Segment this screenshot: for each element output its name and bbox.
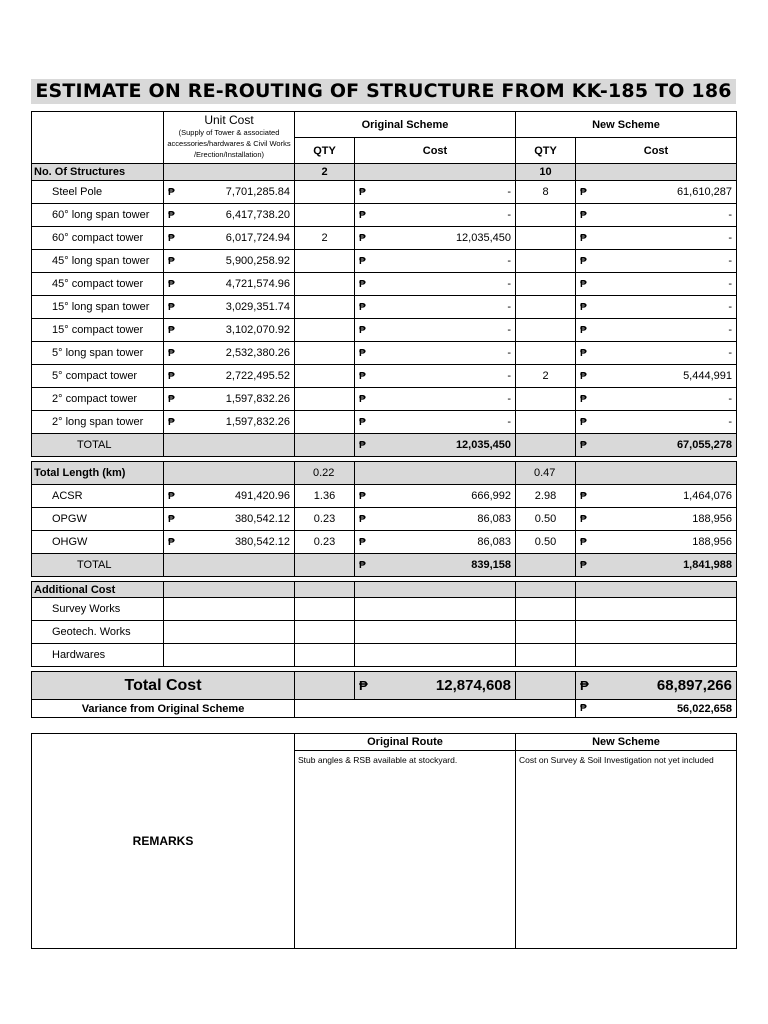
orig-qty-cell [295,319,355,342]
row-name: 60° long span tower [32,204,164,227]
empty-cell [516,598,576,621]
orig-qty-cell [295,250,355,273]
row-name: 45° long span tower [32,250,164,273]
orig-cost-cell: ₱ 86,083 [355,508,516,531]
empty-cell [164,598,295,621]
empty-cell [516,644,576,667]
unit-cost-cell: ₱ 2,532,380.26 [164,342,295,365]
new-cost-header: Cost [576,138,737,164]
row-name: Steel Pole [32,181,164,204]
structures-total-orig: ₱ 12,035,450 [355,434,516,457]
new-cost-cell: ₱ 188,956 [576,508,737,531]
empty-cell [164,644,295,667]
structures-row [32,411,737,434]
structures-row [32,365,737,388]
new-cost-cell: ₱ 5,444,991 [576,365,737,388]
unit-cost-cell: ₱ 380,542.12 [164,508,295,531]
structures-row [32,250,737,273]
unit-cost-cell: ₱ 380,542.12 [164,531,295,554]
new-cost-cell: ₱ - [576,411,737,434]
structures-total-new: ₱ 67,055,278 [576,434,737,457]
orig-cost-cell: ₱ 666,992 [355,485,516,508]
orig-qty-cell: 0.23 [295,531,355,554]
empty-cell [355,621,516,644]
row-name: 5° long span tower [32,342,164,365]
new-cost-cell: ₱ - [576,273,737,296]
new-cost-cell: ₱ 1,464,076 [576,485,737,508]
structures-row [32,204,737,227]
orig-qty-cell: 2 [295,227,355,250]
structures-orig-qty: 2 [295,164,355,181]
unit-cost-label: Unit Cost [204,113,254,127]
additional-item-name: Geotech. Works [32,621,164,644]
unit-cost-cell: ₱ 4,721,574.96 [164,273,295,296]
additional-item-name: Survey Works [32,598,164,621]
item-header-cell [32,112,164,164]
remarks-table [31,733,737,949]
row-name: 2° compact tower [32,388,164,411]
structures-label: No. Of Structures [32,164,164,181]
orig-cost-cell: ₱ - [355,250,516,273]
total-cost-new: ₱ 68,897,266 [576,672,737,700]
additional-row [32,644,737,667]
original-route-header: Original Route [295,734,516,751]
new-qty-cell [516,411,576,434]
new-qty-cell [516,250,576,273]
row-name: 15° long span tower [32,296,164,319]
structures-total-label: TOTAL [32,434,164,457]
unit-cost-header [164,112,295,164]
estimate-table [31,111,737,718]
orig-cost-cell: ₱ - [355,319,516,342]
new-qty-header: QTY [516,138,576,164]
orig-qty-cell [295,411,355,434]
row-name: 5° compact tower [32,365,164,388]
additional-label: Additional Cost [32,582,164,598]
orig-qty-cell [295,342,355,365]
orig-cost-cell: ₱ - [355,388,516,411]
original-route-remark: Stub angles & RSB available at stockyard. [295,751,516,949]
orig-cost-header: Cost [355,138,516,164]
new-qty-cell: 2 [516,365,576,388]
structures-row [32,296,737,319]
empty-cell [516,621,576,644]
unit-cost-cell: ₱ 1,597,832.26 [164,388,295,411]
unit-cost-cell: ₱ 6,417,738.20 [164,204,295,227]
orig-cost-cell: ₱ - [355,365,516,388]
row-name: OPGW [32,508,164,531]
empty-cell [295,644,355,667]
unit-cost-cell: ₱ 2,722,495.52 [164,365,295,388]
empty-cell [355,644,516,667]
new-qty-cell [516,204,576,227]
unit-cost-cell: ₱ 7,701,285.84 [164,181,295,204]
new-qty-cell [516,319,576,342]
structures-new-qty: 10 [516,164,576,181]
length-row [32,508,737,531]
new-cost-cell: ₱ - [576,319,737,342]
additional-item-name: Hardwares [32,644,164,667]
length-total-orig: ₱ 839,158 [355,554,516,577]
new-scheme-header: New Scheme [516,112,737,138]
original-scheme-header: Original Scheme [295,112,516,138]
additional-row [32,598,737,621]
row-name: 15° compact tower [32,319,164,342]
length-row [32,531,737,554]
row-name: 2° long span tower [32,411,164,434]
new-qty-cell [516,273,576,296]
orig-qty-cell [295,181,355,204]
length-label: Total Length (km) [32,462,164,485]
new-cost-cell: ₱ - [576,227,737,250]
new-cost-cell: ₱ - [576,204,737,227]
row-name: 45° compact tower [32,273,164,296]
new-scheme-remark: Cost on Survey & Soil Investigation not yet included [516,751,737,949]
remarks-label: REMARKS [32,734,295,949]
new-qty-cell [516,227,576,250]
length-new-qty: 0.47 [516,462,576,485]
structures-row [32,227,737,250]
orig-cost-cell: ₱ - [355,342,516,365]
empty-cell [295,621,355,644]
row-name: 60° compact tower [32,227,164,250]
unit-cost-cell: ₱ 5,900,258.92 [164,250,295,273]
row-name: ACSR [32,485,164,508]
variance-label: Variance from Original Scheme [32,700,295,718]
empty-cell [576,598,737,621]
empty-cell [295,598,355,621]
empty-cell [355,598,516,621]
orig-qty-cell [295,204,355,227]
structures-row [32,273,737,296]
unit-cost-cell: ₱ 6,017,724.94 [164,227,295,250]
orig-qty-cell: 0.23 [295,508,355,531]
new-qty-cell: 0.50 [516,531,576,554]
structures-row [32,181,737,204]
new-cost-cell: ₱ - [576,296,737,319]
page-title: ESTIMATE ON RE-ROUTING OF STRUCTURE FROM KK-185 TO 186 [31,79,736,104]
total-cost-orig: ₱ 12,874,608 [355,672,516,700]
additional-row [32,621,737,644]
new-qty-cell: 0.50 [516,508,576,531]
orig-qty-cell [295,296,355,319]
empty-cell [576,644,737,667]
length-orig-qty: 0.22 [295,462,355,485]
length-row [32,485,737,508]
orig-qty-cell [295,388,355,411]
new-qty-cell [516,388,576,411]
orig-qty-header: QTY [295,138,355,164]
unit-cost-cell: ₱ 491,420.96 [164,485,295,508]
new-qty-cell: 8 [516,181,576,204]
unit-cost-cell: ₱ 3,029,351.74 [164,296,295,319]
unit-cost-cell: ₱ 1,597,832.26 [164,411,295,434]
orig-cost-cell: ₱ - [355,296,516,319]
new-qty-cell [516,342,576,365]
row-name: OHGW [32,531,164,554]
length-total-label: TOTAL [32,554,164,577]
orig-cost-cell: ₱ 12,035,450 [355,227,516,250]
orig-cost-cell: ₱ - [355,273,516,296]
new-cost-cell: ₱ - [576,342,737,365]
orig-cost-cell: ₱ - [355,181,516,204]
new-cost-cell: ₱ - [576,250,737,273]
orig-cost-cell: ₱ - [355,411,516,434]
total-cost-label: Total Cost [32,672,295,700]
length-total-new: ₱ 1,841,988 [576,554,737,577]
structures-row [32,342,737,365]
new-qty-cell [516,296,576,319]
orig-qty-cell: 1.36 [295,485,355,508]
empty-cell [576,621,737,644]
remarks-new-scheme-header: New Scheme [516,734,737,751]
new-cost-cell: ₱ 61,610,287 [576,181,737,204]
new-cost-cell: ₱ - [576,388,737,411]
new-qty-cell: 2.98 [516,485,576,508]
unit-cost-note: (Supply of Tower & associated accessories/hardwares & Civil Works /Erection/Installation) [167,128,291,159]
new-cost-cell: ₱ 188,956 [576,531,737,554]
orig-qty-cell [295,365,355,388]
orig-cost-cell: ₱ 86,083 [355,531,516,554]
structures-row [32,388,737,411]
variance-value: ₱ 56,022,658 [576,700,737,718]
orig-qty-cell [295,273,355,296]
orig-cost-cell: ₱ - [355,204,516,227]
unit-cost-cell: ₱ 3,102,070.92 [164,319,295,342]
empty-cell [164,621,295,644]
structures-row [32,319,737,342]
